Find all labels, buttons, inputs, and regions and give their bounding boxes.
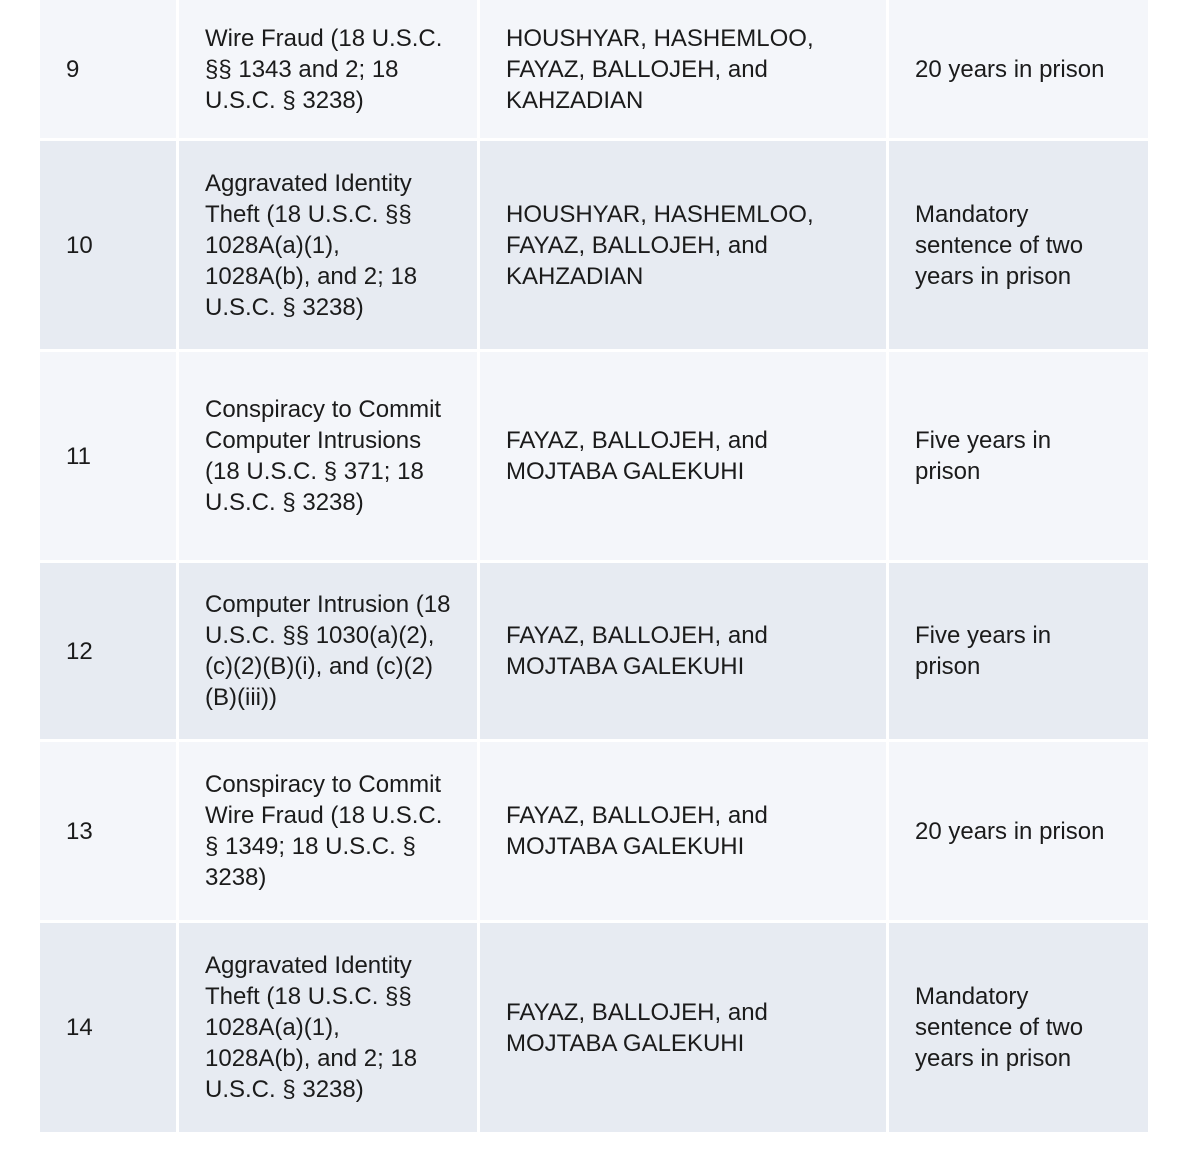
charge-description: Aggravated Identity Theft (18 U.S.C. §§ 1028A(a)(1), 1028A(b), and 2; 18 U.S.C. § 3238) <box>179 141 480 349</box>
maximum-penalty: Mandatory sentence of two years in prison <box>915 983 1084 1072</box>
defendants: FAYAZ, BALLOJEH, and MOJTABA GALEKUHI <box>480 923 889 1132</box>
charge-description: Wire Fraud (18 U.S.C. §§ 1343 and 2; 18 U.S.C. § 3238) <box>179 0 480 138</box>
maximum-penalty: 20 years in prison <box>915 55 1105 83</box>
count-number: 9 <box>40 0 179 138</box>
defendants: HOUSHYAR, HASHEMLOO, FAYAZ, BALLOJEH, and KAHZADIAN <box>480 0 889 138</box>
maximum-penalty: Five years in prison <box>915 622 1052 680</box>
count-number: 13 <box>40 742 179 920</box>
count-number: 14 <box>40 923 179 1132</box>
count-number: 12 <box>40 563 179 739</box>
charge-description: Conspiracy to Commit Wire Fraud (18 U.S.C. § 1349; 18 U.S.C. § 3238) <box>179 742 480 920</box>
defendants: FAYAZ, BALLOJEH, and MOJTABA GALEKUHI <box>480 352 889 560</box>
maximum-penalty: Five years in prison <box>915 427 1052 485</box>
charge-description: Conspiracy to Commit Computer Intrusions (18 U.S.C. § 371; 18 U.S.C. § 3238) <box>179 352 480 560</box>
table-row <box>40 923 1148 1132</box>
defendants: FAYAZ, BALLOJEH, and MOJTABA GALEKUHI <box>480 563 889 739</box>
charge-description: Aggravated Identity Theft (18 U.S.C. §§ 1028A(a)(1), 1028A(b), and 2; 18 U.S.C. § 3238) <box>179 923 480 1132</box>
maximum-penalty: 20 years in prison <box>915 817 1105 845</box>
defendants: FAYAZ, BALLOJEH, and MOJTABA GALEKUHI <box>480 742 889 920</box>
maximum-penalty: Mandatory sentence of two years in prison <box>915 200 1084 290</box>
table-row <box>40 0 1148 141</box>
count-number: 11 <box>40 352 179 560</box>
table-row <box>40 352 1148 563</box>
table-row <box>40 141 1148 352</box>
charges-table <box>40 0 1148 1132</box>
defendants: HOUSHYAR, HASHEMLOO, FAYAZ, BALLOJEH, and KAHZADIAN <box>480 141 889 349</box>
table-row <box>40 742 1148 923</box>
charge-description: Computer Intrusion (18 U.S.C. §§ 1030(a)(2), (c)(2)(B)(i), and (c)(2)(B)(iii)) <box>179 563 480 739</box>
count-number: 10 <box>40 141 179 349</box>
table-row <box>40 563 1148 742</box>
